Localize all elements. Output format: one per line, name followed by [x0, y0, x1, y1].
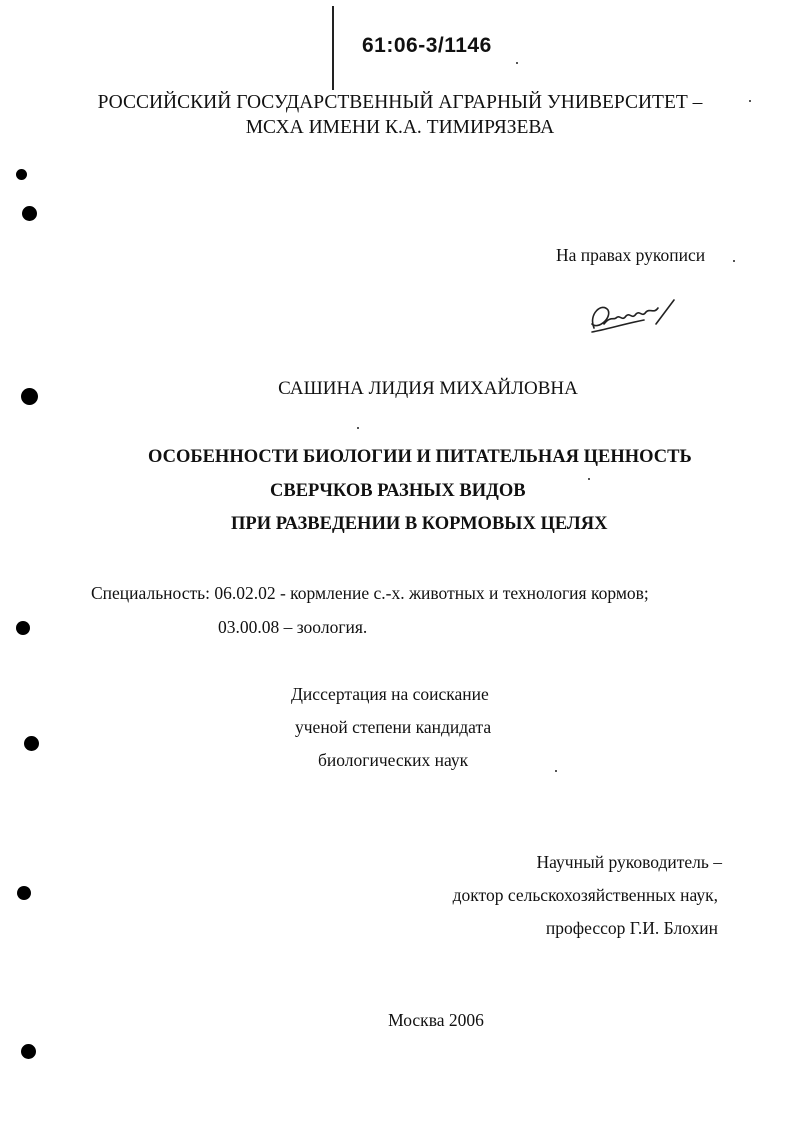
supervisor-line-3: профессор Г.И. Блохин [545, 918, 718, 938]
manuscript-note: На правах рукописи [556, 245, 706, 265]
scan-speck [749, 100, 751, 102]
binding-hole-mark [22, 206, 37, 221]
supervisor-line-2: доктор сельскохозяйственных наук, [452, 885, 718, 905]
binding-hole-mark [16, 621, 30, 635]
university-line-2: МСХА ИМЕНИ К.А. ТИМИРЯЗЕВА [245, 117, 555, 138]
supervisor-line-1: Научный руководитель – [536, 852, 722, 872]
binding-hole-mark [17, 886, 31, 900]
city-year: Москва 2006 [388, 1010, 484, 1030]
scan-speck [733, 260, 735, 262]
dissertation-line-3: биологических наук [318, 750, 469, 770]
catalog-number: 61:06-3/1146 [362, 34, 492, 57]
scan-speck [588, 478, 590, 480]
university-line-1: РОССИЙСКИЙ ГОСУДАРСТВЕННЫЙ АГРАРНЫЙ УНИВЕРСИТЕТ – [97, 92, 703, 113]
title-line-1: ОСОБЕННОСТИ БИОЛОГИИ И ПИТАТЕЛЬНАЯ ЦЕННОСТЬ [148, 447, 692, 467]
title-line-3: ПРИ РАЗВЕДЕНИИ В КОРМОВЫХ ЦЕЛЯХ [231, 514, 608, 534]
author-name: САШИНА ЛИДИЯ МИХАЙЛОВНА [278, 378, 578, 399]
binding-hole-mark [21, 1044, 36, 1059]
dissertation-line-1: Диссертация на соискание [291, 684, 489, 704]
binding-hole-mark [16, 169, 27, 180]
scan-speck [555, 770, 557, 772]
title-line-2: СВЕРЧКОВ РАЗНЫХ ВИДОВ [270, 481, 526, 501]
binding-hole-mark [21, 388, 38, 405]
margin-vertical-line [332, 6, 334, 90]
binding-hole-mark [24, 736, 39, 751]
university-name [8, 90, 792, 140]
specialty-line-2: 03.00.08 – зоология. [218, 617, 368, 637]
signature [584, 294, 680, 340]
dissertation-line-2: ученой степени кандидата [295, 717, 492, 737]
scan-speck [516, 62, 518, 64]
specialty-line-1: Специальность: 06.02.02 - кормление с.-х. животных и технология кормов; [91, 583, 649, 603]
scan-speck [357, 427, 359, 429]
